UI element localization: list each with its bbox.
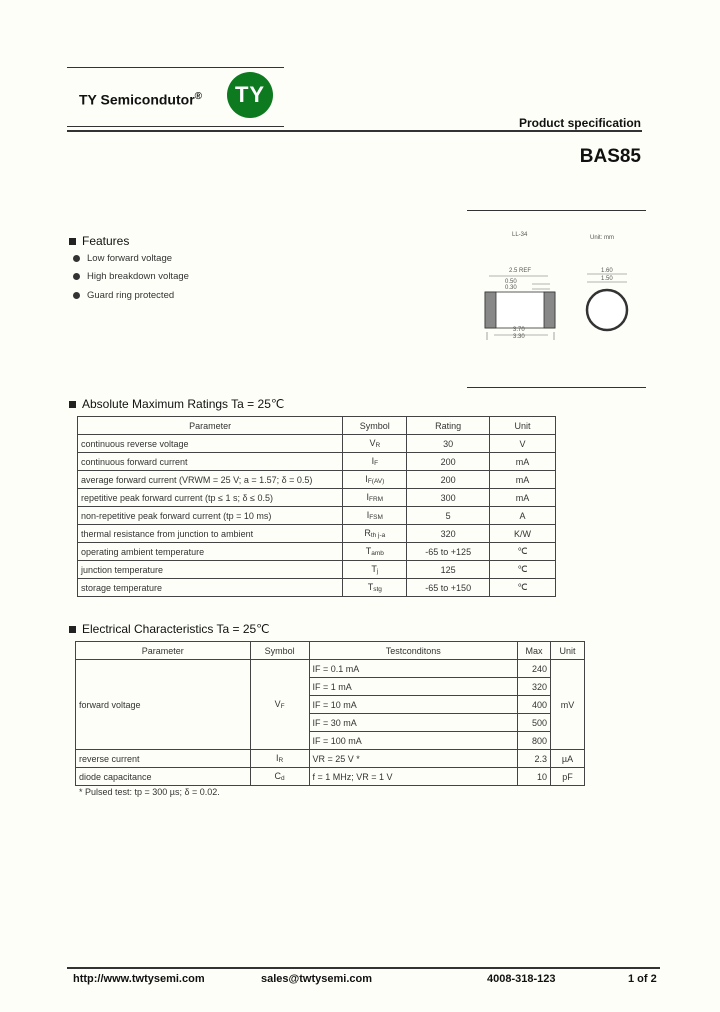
param-cell: diode capacitance [76,768,251,786]
bullet-dot [73,255,80,262]
symbol-cell: Tamb [343,543,407,561]
condition-cell: VR = 25 V * [309,750,518,768]
dim-body-max: 3.70 [513,327,525,333]
symbol-cell: IFSM [343,507,407,525]
unit-cell: ℃ [490,543,556,561]
symbol-cell: IR [250,750,309,768]
table-row [78,579,556,597]
param-cell: operating ambient temperature [78,543,343,561]
bullet-dot [73,273,80,280]
dim-dia-min: 1.50 [601,276,613,282]
rating-cell: 300 [407,489,490,507]
section-bullet [69,238,76,245]
header-main-rule [67,130,642,132]
rating-cell: 30 [407,435,490,453]
param-cell: non-repetitive peak forward current (tp = 10 ms) [78,507,343,525]
abs-max-table [77,416,556,597]
max-cell: 10 [518,768,551,786]
elec-heading: Electrical Characteristics Ta = 25℃ [69,622,270,636]
symbol-cell: Tstg [343,579,407,597]
package-top-rule [467,210,646,211]
max-cell: 320 [518,678,551,696]
table-row [78,435,556,453]
footer-rule [67,967,660,969]
rating-cell: 320 [407,525,490,543]
symbol-cell: Cd [250,768,309,786]
rating-cell: -65 to +150 [407,579,490,597]
param-cell: thermal resistance from junction to ambient [78,525,343,543]
table-row [78,471,556,489]
symbol-cell: IFRM [343,489,407,507]
table-row [78,489,556,507]
unit-cell: ℃ [490,579,556,597]
header-left-rule [67,126,284,127]
dim-band-max: 0.50 [505,279,517,285]
param-cell: reverse current [76,750,251,768]
unit-cell: K/W [490,525,556,543]
symbol-cell: VR [343,435,407,453]
rating-cell: 125 [407,561,490,579]
email-link[interactable]: sales@twtysemi.com [261,973,372,985]
rating-cell: -65 to +125 [407,543,490,561]
dim-length-ref: 2.5 REF [509,268,532,274]
condition-cell: IF = 1 mA [309,678,518,696]
pulse-note: * Pulsed test: tp = 300 µs; δ = 0.02. [79,787,220,797]
section-bullet [69,626,76,633]
unit-label: Unit: mm [590,235,614,241]
max-cell: 2.3 [518,750,551,768]
param-cell: continuous forward current [78,453,343,471]
page-number: 1 of 2 [628,973,657,985]
package-bottom-rule [467,387,646,388]
package-name: LL-34 [512,232,528,238]
table-row [78,507,556,525]
table-row [78,453,556,471]
unit-cell: A [490,507,556,525]
param-cell: storage temperature [78,579,343,597]
section-bullet [69,401,76,408]
table-header-row: Parameter Symbol Testconditons Max Unit [76,642,585,660]
feature-item: Low forward voltage [73,253,172,264]
company-name: TY Semicondutor® [79,91,203,108]
max-cell: 400 [518,696,551,714]
unit-cell: mA [490,471,556,489]
part-number: BAS85 [579,146,641,167]
max-cell: 500 [518,714,551,732]
dim-band-min: 0.30 [505,285,517,291]
unit-cell: ℃ [490,561,556,579]
rating-cell: 5 [407,507,490,525]
param-cell: forward voltage [76,660,251,750]
unit-cell: V [490,435,556,453]
table-header-row: Parameter Symbol Rating Unit [78,417,556,435]
features-heading: Features [69,234,129,248]
phone-number: 4008-318-123 [487,973,556,985]
max-cell: 240 [518,660,551,678]
condition-cell: IF = 10 mA [309,696,518,714]
unit-cell: mA [490,453,556,471]
doc-type: Product specification [518,116,641,130]
dim-body-min: 3.30 [513,334,525,340]
table-row [76,750,585,768]
unit-cell: pF [551,768,585,786]
param-cell: junction temperature [78,561,343,579]
table-row [76,768,585,786]
abs-max-heading: Absolute Maximum Ratings Ta = 25℃ [69,397,284,411]
rating-cell: 200 [407,471,490,489]
symbol-cell: IF(AV) [343,471,407,489]
param-cell: average forward current (VRWM = 25 V; a = 1.57; δ = 0.5) [78,471,343,489]
dim-dia-max: 1.60 [601,268,613,274]
condition-cell: IF = 30 mA [309,714,518,732]
feature-item: Guard ring protected [73,290,174,301]
elec-table [75,641,585,786]
rating-cell: 200 [407,453,490,471]
table-row [76,660,585,678]
package-outline-drawing [470,262,640,352]
symbol-cell: VF [250,660,309,750]
unit-cell: mV [551,660,585,750]
header-top-rule [67,67,284,68]
symbol-cell: Rth j-a [343,525,407,543]
table-row [78,525,556,543]
condition-cell: IF = 0.1 mA [309,660,518,678]
table-row [78,543,556,561]
condition-cell: f = 1 MHz; VR = 1 V [309,768,518,786]
param-cell: repetitive peak forward current (tp ≤ 1 s; δ ≤ 0.5) [78,489,343,507]
symbol-cell: IF [343,453,407,471]
bullet-dot [73,292,80,299]
website-link[interactable]: http://www.twtysemi.com [73,973,205,985]
condition-cell: IF = 100 mA [309,732,518,750]
unit-cell: µA [551,750,585,768]
param-cell: continuous reverse voltage [78,435,343,453]
unit-cell: mA [490,489,556,507]
table-row [78,561,556,579]
symbol-cell: Tj [343,561,407,579]
max-cell: 800 [518,732,551,750]
company-logo: TY [227,72,273,118]
feature-item: High breakdown voltage [73,271,189,282]
